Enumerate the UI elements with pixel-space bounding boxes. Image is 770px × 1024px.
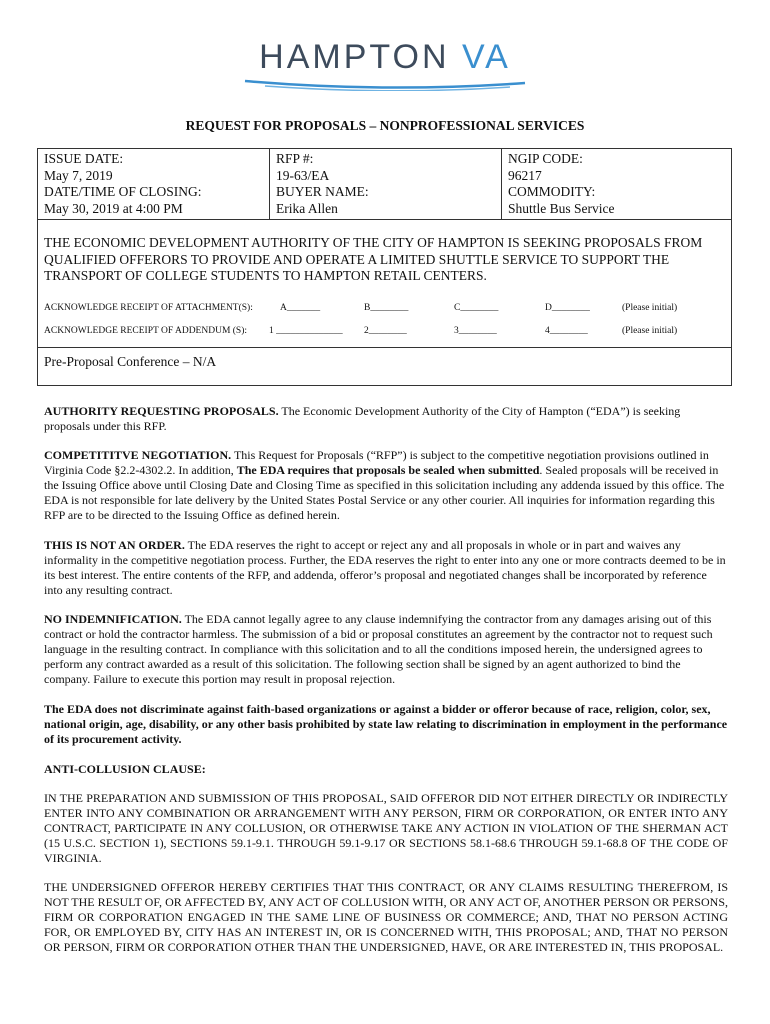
nondiscrimination-text: The EDA does not discriminate against faith-based organizations or against a bidder or offeror because of race, religion, color, sex, national origin, age, disability, or any other basis prohibited by state law relating to discrimination in employment in the performance of its procurement activity. (44, 702, 728, 746)
rfp-info-box (37, 148, 732, 386)
not-order-heading: THIS IS NOT AN ORDER. (44, 538, 185, 552)
ack-addendum-2[interactable]: 2________ (364, 326, 407, 336)
commodity-value: Shuttle Bus Service (508, 200, 615, 216)
ack-addendum-label: ACKNOWLEDGE RECEIPT OF ADDENDUM (S): (44, 326, 248, 336)
anticollusion-paragraph-2: THE UNDERSIGNED OFFEROR HEREBY CERTIFIES THAT THIS CONTRACT, OR ANY CLAIMS RESULTING THEREFROM, IS NOT THE RESULT OF, OR AFFECTED BY, ANY ACT OF COLLUSION WITH, OR ANY ACT OF, ANOTHER PERSON OR PERSONS, FIRM OR CORPORATION ENGAGED IN THE SAME LINE OF BUSINESS OR COMMERCE; AND, THAT NO PERSON ACTING FOR, OR EMPLOYED BY, CITY HAS AN INTEREST IN, OR IS CONCERNED WITH, THIS PROPOSAL; AND, THAT NO PERSON OR PERSON, FIRM OR CORPORATION OTHER THAN THE UNDERSIGNED, HAVE, OR ARE INTERESTED IN, THIS PROPOSAL. (44, 880, 728, 954)
competitive-sealed-note: The EDA requires that proposals be sealed when submitted (236, 463, 540, 477)
purpose-statement: THE ECONOMIC DEVELOPMENT AUTHORITY OF THE CITY OF HAMPTON IS SEEKING PROPOSALS FROM QUALIFIED OFFERORS TO PROVIDE AND OPERATE A LIMITED SHUTTLE SERVICE TO SUPPORT THE TRANSPORT OF COLLEGE STUDENTS TO HAMPTON RETAIL CENTERS. (44, 235, 703, 283)
competitive-heading: COMPETITITVE NEGOTIATION. (44, 448, 232, 462)
issue-date-value: May 7, 2019 (44, 167, 113, 183)
section-not-an-order (44, 538, 728, 598)
preproposal-conference: Pre-Proposal Conference – N/A (44, 354, 217, 369)
logo-word-va: VA (462, 38, 511, 76)
section-competitive-negotiation (44, 448, 728, 523)
hampton-va-logo (0, 38, 770, 91)
rfp-label: RFP #: (276, 151, 314, 166)
authority-heading: AUTHORITY REQUESTING PROPOSALS. (44, 404, 279, 418)
indemnification-text: The EDA cannot legally agree to any clause indemnifying the contractor from any damages arising out of this contract or hold the contractor harmless. The submission of a bid or proposal constitutes an agreement by the contractor not to request such language in the resulting contract. In compliance with this solicitation and to all the conditions imposed herein, the undersigned agrees to perform any contract awarded as a result of this solicitation. The following section shall be signed by an agent authorized to bind the company. Failure to execute this portion may result in proposal rejection. (44, 612, 713, 686)
issue-date-label: ISSUE DATE: (44, 151, 124, 166)
buyer-label: BUYER NAME: (276, 184, 369, 199)
ack-attachment-a[interactable]: A_______ (280, 303, 321, 313)
ack-addendum-note: (Please initial) (622, 326, 678, 336)
authority-text: The Economic Development Authority of the City of Hampton (“EDA”) is seeking proposals under this RFP. (44, 404, 681, 433)
buyer-value: Erika Allen (276, 200, 338, 216)
ack-addendum-1[interactable]: 1 ______________ (269, 326, 343, 336)
closing-value: May 30, 2019 at 4:00 PM (44, 200, 183, 216)
document-title: REQUEST FOR PROPOSALS – NONPROFESSIONAL SERVICES (185, 118, 585, 133)
ngip-value: 96217 (508, 167, 542, 183)
header-col-codes (502, 149, 733, 219)
commodity-label: COMMODITY: (508, 184, 596, 199)
section-anticollusion-heading (44, 762, 728, 777)
indemnification-heading: NO INDEMNIFICATION. (44, 612, 182, 626)
anticollusion-paragraph-1: IN THE PREPARATION AND SUBMISSION OF THIS PROPOSAL, SAID OFFEROR DID NOT EITHER DIRECTLY OR INDIRECTLY ENTER INTO ANY COMBINATION OR ARRANGEMENT WITH ANY PERSON, FIRM OR CORPORATION, OR ENTER INTO ANY CONTRACT, PARTICIPATE IN ANY COLLUSION, OR OTHERWISE TAKE ANY ACTION IN VIOLATION OF THE SHERMAN ACT (15 U.S.C. SECTION 1), SECTIONS 59.1-9.1. THROUGH 59.1-9.17 OR SECTIONS 58.1-68.6 THROUGH 59.1-68.8 OF THE CODE OF VIRGINIA. (44, 791, 728, 865)
ack-addendum-3[interactable]: 3________ (454, 326, 497, 336)
ngip-label: NGIP CODE: (508, 151, 583, 166)
header-col-rfp (270, 149, 502, 219)
section-no-indemnification (44, 612, 728, 687)
not-order-text: The EDA reserves the right to accept or reject any and all proposals in whole or in part and waives any informality in the competitive negotiation process. Further, the EDA reserves the right to enter into any one or more contracts deemed to be in its best interest. The entire contents of the RFP, and addenda, offeror’s proposal and negotiated changes shall be incorporated by reference into any resulting contract. (44, 538, 726, 597)
ack-attachment-b[interactable]: B________ (364, 303, 409, 313)
ack-addendum-4[interactable]: 4________ (545, 326, 588, 336)
anticollusion-heading: ANTI-COLLUSION CLAUSE: (44, 762, 206, 776)
competitive-text-2: . Sealed proposals will be received in the Issuing Office above until Closing Date and Closing Time as specified in this solicitation including any addenda issued by this office. The EDA is not responsible for late delivery by the United States Postal Service or any other courier. All inquiries for information regarding this RFP are to be directed to the Issuing Office as defined herein. (44, 463, 725, 522)
ack-attachment-note: (Please initial) (622, 303, 678, 313)
logo-swoosh-icon (240, 77, 530, 91)
logo-word-hampton: HAMPTON (259, 38, 450, 76)
section-nondiscrimination (44, 702, 728, 747)
rfp-value: 19-63/EA (276, 167, 330, 183)
header-col-dates (38, 149, 270, 219)
closing-label: DATE/TIME OF CLOSING: (44, 184, 202, 199)
section-authority (44, 404, 728, 434)
ack-attachment-label: ACKNOWLEDGE RECEIPT OF ATTACHMENT(S): (44, 303, 253, 313)
header-grid (38, 149, 731, 220)
box-divider (38, 347, 731, 348)
ack-attachment-c[interactable]: C________ (454, 303, 499, 313)
competitive-text-1: This Request for Proposals (“RFP”) is subject to the competitive negotiation provisions outlined in Virginia Code §2.2-4302.2. In addition, (44, 448, 709, 477)
ack-attachment-d[interactable]: D________ (545, 303, 590, 313)
